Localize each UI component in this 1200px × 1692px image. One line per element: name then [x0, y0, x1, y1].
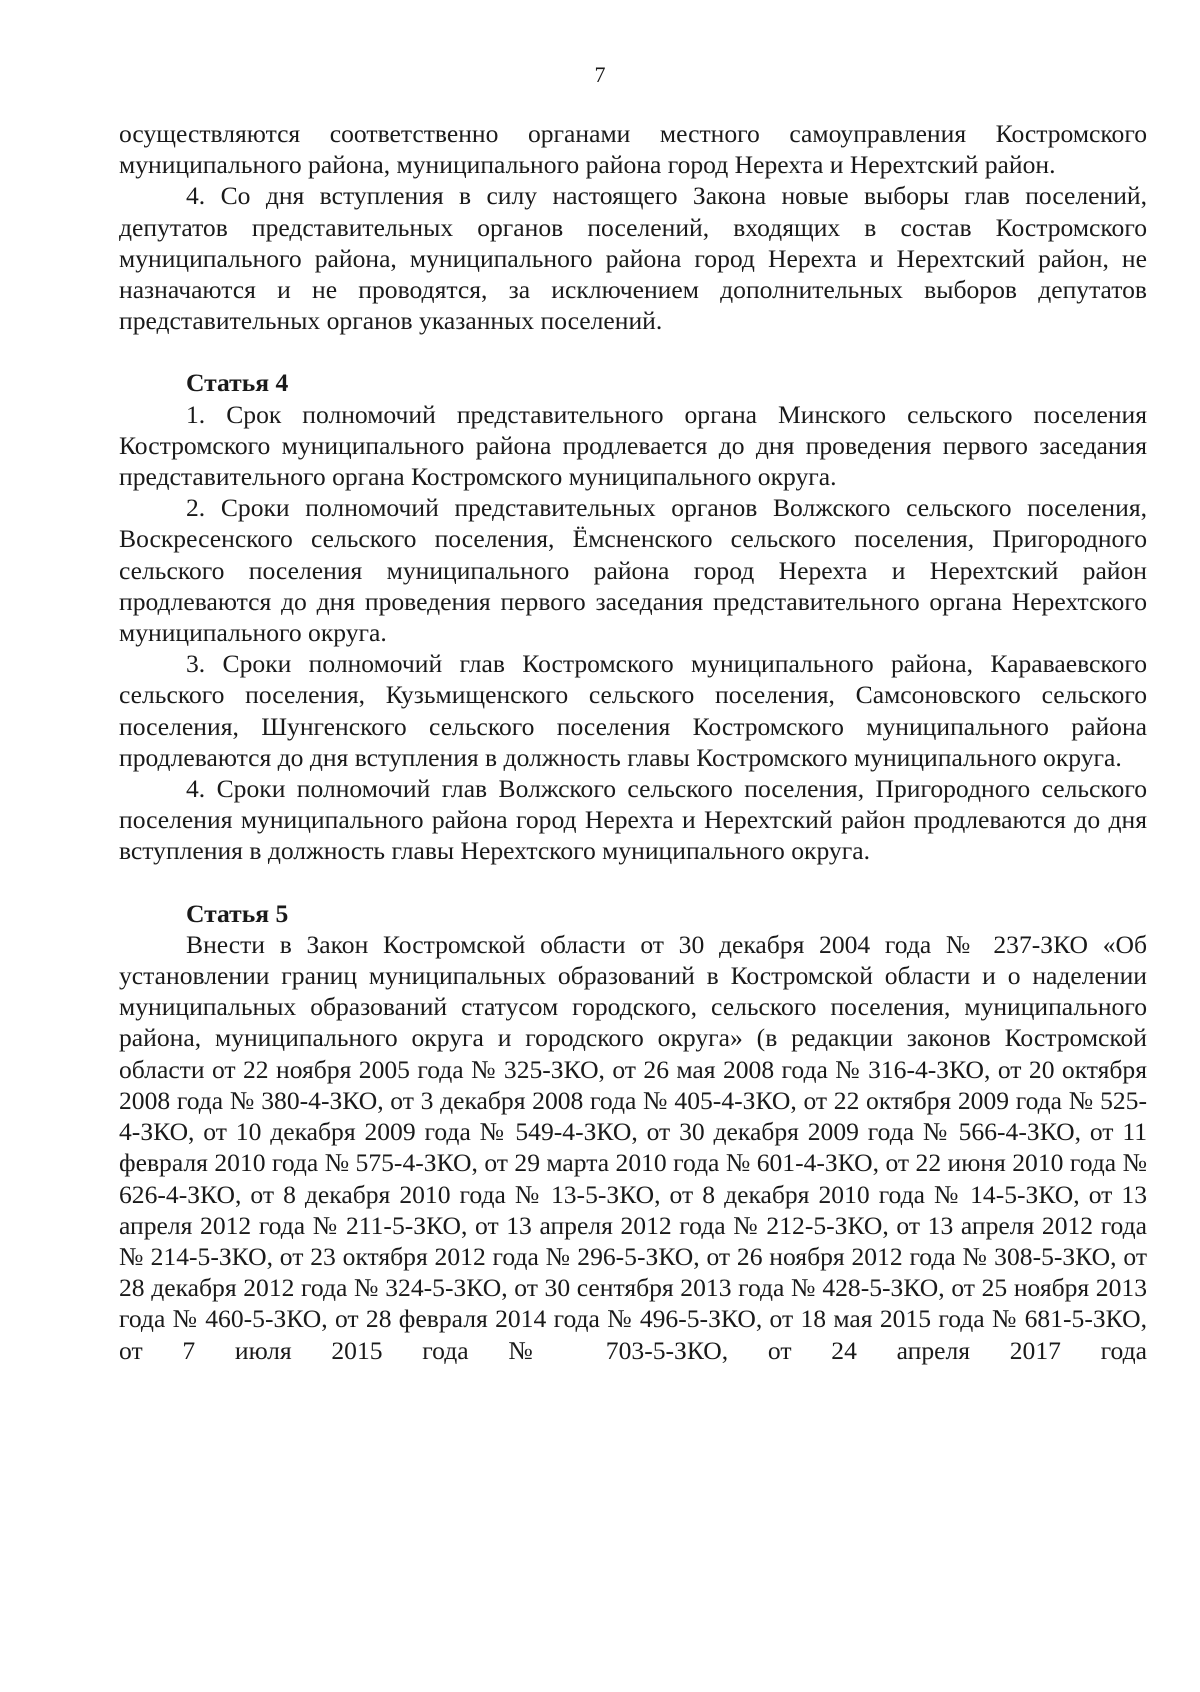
article-4-item-3: 3. Сроки полномочий глав Костромского муниципального района, Караваевского сельского поселения, Кузьмищенского сельского поселения, Самсоновского сельского поселения, Шунгенского сельского поселения Костромского муниципального района продлеваются до дня вступления в должность главы Костромского муниципального округа.	[119, 649, 1147, 772]
document-body	[119, 118, 1147, 1366]
article-5-paragraph: Внести в Закон Костромской области от 30 декабря 2004 года № 237-ЗКО «Об установлении границ муниципальных образований в Костромской области и о наделении муниципальных образований статусом городского, сельского поселения, муниципального района, муниципального округа и городского округа» (в редакции законов Костромской области от 22 ноября 2005 года № 325-ЗКО, от 26 мая 2008 года № 316-4-ЗКО, от 20 октября 2008 года № 380-4-ЗКО, от 3 декабря 2008 года № 405-4-ЗКО, от 22 октября 2009 года № 525-4-ЗКО, от 10 декабря 2009 года № 549-4-ЗКО, от 30 декабря 2009 года № 566-4-ЗКО, от 11 февраля 2010 года № 575-4-ЗКО, от 29 марта 2010 года № 601-4-ЗКО, от 22 июня 2010 года № 626-4-ЗКО, от 8 декабря 2010 года № 13-5-ЗКО, от 8 декабря 2010 года № 14-5-ЗКО, от 13 апреля 2012 года № 211-5-ЗКО, от 13 апреля 2012 года № 212-5-ЗКО, от 13 апреля 2012 года № 214-5-ЗКО, от 23 октября 2012 года № 296-5-ЗКО, от 26 ноября 2012 года № 308-5-ЗКО, от 28 декабря 2012 года № 324-5-ЗКО, от 30 сентября 2013 года № 428-5-ЗКО, от 25 ноября 2013 года № 460-5-ЗКО, от 28 февраля 2014 года № 496-5-ЗКО, от 18 мая 2015 года № 681-5-ЗКО, от 7 июля 2015 года № 703-5-ЗКО, от 24 апреля 2017 года	[119, 929, 1147, 1365]
article-4-heading: Статья 4	[186, 368, 289, 398]
intro-paragraph-continuation: осуществляются соответственно органами местного самоуправления Костромского муниципального района, муниципального района город Нерехта и Нерехтский район.	[119, 119, 1147, 180]
page-number: 7	[594, 62, 606, 87]
article-4-item-1: 1. Срок полномочий представительного органа Минского сельского поселения Костромского муниципального района продлевается до дня проведения первого заседания представительного органа Костромского муниципального округа.	[119, 399, 1147, 492]
article-4-item-2: 2. Сроки полномочий представительных органов Волжского сельского поселения, Воскресенского сельского поселения, Ёмсненского сельского поселения, Пригородного сельского поселения муниципального района город Нерехта и Нерехтский район продлеваются до дня проведения первого заседания представительного органа Нерехтского муниципального округа.	[119, 493, 1147, 648]
intro-paragraph-4: 4. Со дня вступления в силу настоящего Закона новые выборы глав поселений, депутатов представительных органов поселений, входящих в состав Костромского муниципального района, муниципального района город Нерехта и Нерехтский район, не назначаются и не проводятся, за исключением дополнительных выборов депутатов представительных органов указанных поселений.	[119, 181, 1147, 336]
article-5-heading: Статья 5	[186, 898, 289, 928]
article-4-item-4: 4. Сроки полномочий глав Волжского сельского поселения, Пригородного сельского поселения муниципального района город Нерехта и Нерехтский район продлеваются до дня вступления в должность главы Нерехтского муниципального округа.	[119, 774, 1147, 866]
